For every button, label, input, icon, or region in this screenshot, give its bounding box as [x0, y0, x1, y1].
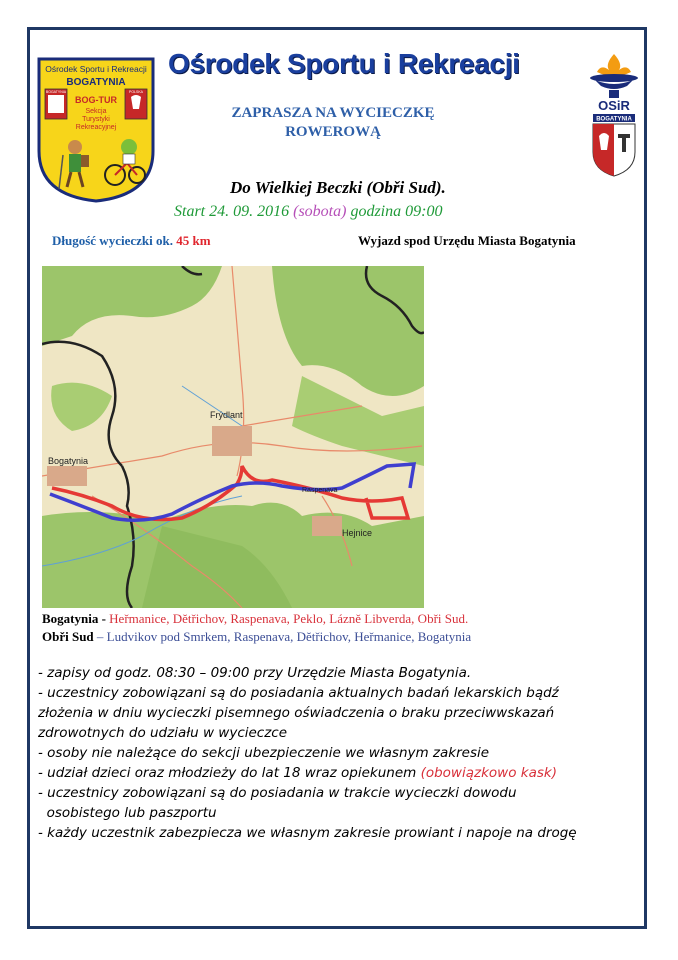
- map-label-frydlant: Frýdlant: [210, 410, 243, 420]
- osir-logo: [587, 52, 641, 180]
- page-title: Ośrodek Sportu i Rekreacji: [168, 48, 520, 79]
- route-outbound-stops: Heřmanice, Dĕtřichov, Raspenava, Peklo, Lázně Libverda, Obři Sud.: [109, 611, 469, 626]
- note-medical-2: złożenia w dniu wycieczki pisemnego oświadczenia o braku przeciwwskazań: [38, 705, 555, 721]
- distance-label: Długość wycieczki ok.: [52, 233, 173, 248]
- logo-name: BOG-TUR: [75, 95, 117, 105]
- notes-list: [38, 663, 638, 843]
- note-id-2: osobistego lub paszportu: [38, 805, 217, 821]
- note-helmet: (obowiązkowo kask): [420, 765, 557, 781]
- route-outbound-name: Bogatynia -: [42, 611, 106, 626]
- map-label-bogatynia: Bogatynia: [48, 456, 89, 466]
- distance-value: 45 km: [176, 233, 211, 248]
- logo-small-right: POLSKA: [128, 90, 144, 94]
- departure-info: Wyjazd spod Urzędu Miasta Bogatynia: [358, 233, 576, 248]
- osir-town: BOGATYNIA: [596, 116, 632, 123]
- start-date: Start 24. 09. 2016: [174, 203, 290, 220]
- note-id-1: - uczestnicy zobowiązani są do posiadania w trakcie wycieczki dowodu: [38, 785, 517, 801]
- logo-line3: Rekreacyjnej: [75, 124, 117, 131]
- logo-top-text: Ośrodek Sportu i Rekreacji: [45, 64, 147, 74]
- route-return-stops: – Ludvikov pod Smrkem, Raspenava, Dĕtřichov, Heřmanice, Bogatynia: [96, 629, 472, 644]
- note-medical-1: - uczestnicy zobowiązani są do posiadania aktualnych badań lekarskich bądź: [38, 685, 559, 701]
- route-outbound: [42, 611, 468, 627]
- invite-line-2: ROWEROWĄ: [285, 124, 381, 140]
- note-insurance: - osoby nie należące do sekcji ubezpieczenie we własnym zakresie: [38, 745, 490, 761]
- note-registration: - zapisy od godz. 08:30 – 09:00 przy Urzędzie Miasta Bogatynia.: [38, 665, 472, 681]
- route-map: [42, 266, 424, 608]
- distance-info: [52, 233, 211, 249]
- start-time: godzina 09:00: [350, 203, 443, 220]
- logo-small-left: BOGATYNIA: [45, 90, 67, 94]
- route-return: [42, 629, 471, 645]
- route-return-name: Obři Sud: [42, 629, 94, 644]
- note-medical-3: zdrowotnych do udziału w wycieczce: [38, 725, 288, 741]
- invitation: [228, 104, 438, 142]
- destination-title: Do Wielkiej Beczki (Obři Sud).: [230, 178, 446, 197]
- map-label-hejnice: Hejnice: [342, 528, 373, 538]
- bog-tur-logo: [35, 55, 157, 203]
- osir-text: OSiR: [598, 98, 630, 113]
- logo-line2: Turystyki: [82, 116, 110, 123]
- note-children-text: - udział dzieci oraz młodzieży do lat 18 wraz opiekunem: [38, 765, 417, 781]
- map-label-raspenava: Raspenava: [302, 487, 338, 494]
- logo-line1: Sekcja: [85, 108, 107, 115]
- invite-line-1: ZAPRASZA NA WYCIECZKĘ: [231, 105, 435, 121]
- logo-town: BOGATYNIA: [66, 77, 126, 88]
- start-info: [174, 203, 442, 221]
- note-children: [38, 763, 638, 783]
- start-day: (sobota): [293, 203, 347, 220]
- note-provisions: - każdy uczestnik zabezpiecza we własnym zakresie prowiant i napoje na drogę: [38, 825, 577, 841]
